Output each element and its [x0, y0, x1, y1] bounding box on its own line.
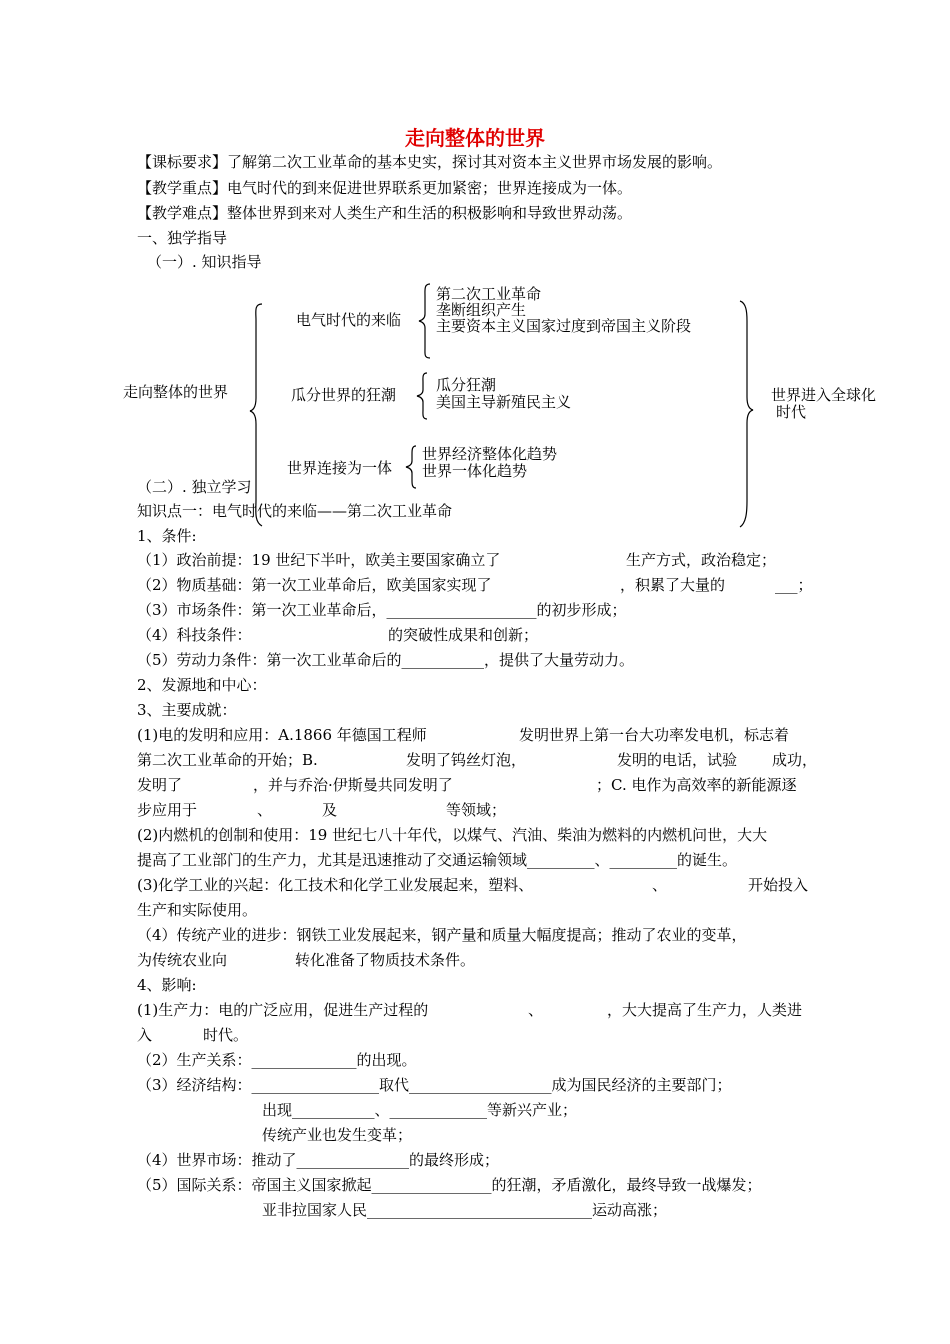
condition-1: （1）政治前提：19 世纪下半叶，欧美主要国家确立了: [137, 551, 501, 569]
heading-achievements: 3、主要成就：: [137, 701, 237, 719]
achievement-3a-3: 开始投入: [748, 876, 809, 894]
achievement-1a: (1)电的发明和应用：A.1866 年德国工程师: [137, 726, 427, 744]
achievement-1c-3: ；C. 电作为高效率的新能源逐: [596, 776, 797, 794]
impact-5b: 亚非拉国家人民______________________________运动高涨；: [262, 1201, 668, 1219]
heading-origin: 2、发源地和中心：: [137, 676, 267, 694]
impact-1a: (1)生产力：电的广泛应用，促进生产过程的: [137, 1001, 429, 1019]
achievement-2a: (2)内燃机的创制和使用：19 世纪七八十年代，以煤气、汽油、柴油为燃料的内燃机问世，大大: [137, 826, 768, 844]
heading-conditions: 1、条件:: [137, 527, 197, 545]
knowledge-point-1: 知识点一：电气时代的来临——第二次工业革命: [137, 502, 453, 520]
subsection-heading-2: （二）. 独立学习: [137, 478, 252, 496]
curriculum-requirement: 【课标要求】了解第二次工业革命的基本史实，探讨其对资本主义世界市场发展的影响。: [137, 153, 723, 171]
diagram-branch-partition: 瓜分世界的狂潮: [291, 386, 397, 404]
impact-2: （2）生产关系：______________的出现。: [137, 1051, 417, 1069]
achievement-3a-2: 、: [652, 876, 668, 894]
impact-3b: 出现___________、_____________等新兴产业；: [262, 1101, 578, 1119]
achievement-3b: 生产和实际使用。: [137, 901, 258, 919]
achievement-1c-2: ，并与乔治·伊斯曼共同发明了: [253, 776, 453, 794]
subsection-heading-1: （一）. 知识指导: [147, 253, 262, 271]
achievement-4b: 为传统农业向: [137, 951, 228, 969]
impact-3c: 传统产业也发生变革；: [262, 1126, 413, 1144]
diagram-root: 走向整体的世界: [123, 383, 229, 401]
b1-item-2: 垄断组织产生: [436, 301, 527, 319]
condition-4-tail: 的突破性成果和创新；: [388, 626, 539, 644]
b1-item-1: 第二次工业革命: [436, 285, 542, 303]
achievement-1d: 步应用于: [137, 801, 198, 819]
achievement-1a-tail: 发明世界上第一台大功率发电机，标志着: [519, 726, 790, 744]
achievement-1b-3: 发明的电话，试验: [617, 751, 738, 769]
diagram-branch-electric-age: 电气时代的来临: [296, 311, 402, 329]
impact-1b: 入: [137, 1026, 153, 1044]
b2-item-2: 美国主导新殖民主义: [436, 393, 572, 411]
condition-3: （3）市场条件：第一次工业革命后，____________________的初步形成；: [137, 601, 627, 619]
achievement-1b-4: 成功，: [772, 751, 818, 769]
condition-5: （5）劳动力条件：第一次工业革命后的___________，提供了大量劳动力。: [137, 651, 635, 669]
achievement-1d-3: 及: [322, 801, 338, 819]
achievement-1d-2: 、: [257, 801, 273, 819]
b1-item-3: 主要资本主义国家过度到帝国主义阶段: [436, 317, 692, 335]
achievement-1d-4: 等领域；: [446, 801, 507, 819]
impact-1b-2: 时代。: [203, 1026, 249, 1044]
diagram-branch-connected: 世界连接为一体: [287, 459, 393, 477]
section-heading-1: 一、独学指导: [137, 229, 228, 247]
teaching-difficulty: 【教学难点】整体世界到来对人类生产和生活的积极影响和导致世界动荡。: [137, 204, 633, 222]
heading-impact: 4、影响:: [137, 976, 197, 994]
document-title: 走向整体的世界: [405, 126, 545, 150]
teaching-focus: 【教学重点】电气时代的到来促进世界联系更加紧密；世界连接成为一体。: [137, 179, 633, 197]
branch2-brace: [411, 370, 431, 422]
condition-2-tail: ___；: [775, 576, 813, 594]
branch1-brace: [414, 280, 434, 362]
condition-1-tail: 生产方式，政治稳定；: [626, 551, 777, 569]
b2-item-1: 瓜分狂潮: [436, 376, 497, 394]
achievement-1b: 第二次工业革命的开始；B.: [137, 751, 318, 769]
achievement-4b-2: 转化准备了物质技术条件。: [295, 951, 476, 969]
impact-4: （4）世界市场：推动了_______________的最终形成；: [137, 1151, 500, 1169]
condition-2: （2）物质基础：第一次工业革命后，欧美国家实现了: [137, 576, 492, 594]
impact-3a: （3）经济结构：_________________取代___________________成为国民经济的主要部门；: [137, 1076, 732, 1094]
condition-2-mid: ，积累了大量的: [620, 576, 726, 594]
achievement-3a: (3)化学工业的兴起：化工技术和化学工业发展起来，塑料、: [137, 876, 534, 894]
impact-1a-2: 、: [528, 1001, 544, 1019]
b3-item-2: 世界一体化趋势: [422, 462, 528, 480]
achievement-2b: 提高了工业部门的生产力，尤其是迅速推动了交通运输领域_________、_________的诞生。: [137, 851, 738, 869]
branch3-brace: [400, 443, 420, 491]
condition-4: （4）科技条件：: [137, 626, 252, 644]
achievement-1c: 发明了: [137, 776, 183, 794]
impact-1a-3: ，大大提高了生产力，人类进: [607, 1001, 803, 1019]
achievement-4a: （4）传统产业的进步：钢铁工业发展起来，钢产量和质量大幅度提高；推动了农业的变革，: [137, 926, 747, 944]
achievement-1b-2: 发明了钨丝灯泡，: [406, 751, 527, 769]
diagram-result-line2: 时代: [776, 403, 807, 421]
diagram-result-line1: 世界进入全球化: [771, 386, 877, 404]
impact-5a: （5）国际关系：帝国主义国家掀起________________的狂潮，矛盾激化，最终导致一战爆发；: [137, 1176, 762, 1194]
b3-item-1: 世界经济整体化趋势: [422, 445, 558, 463]
main-right-brace: [736, 297, 756, 533]
